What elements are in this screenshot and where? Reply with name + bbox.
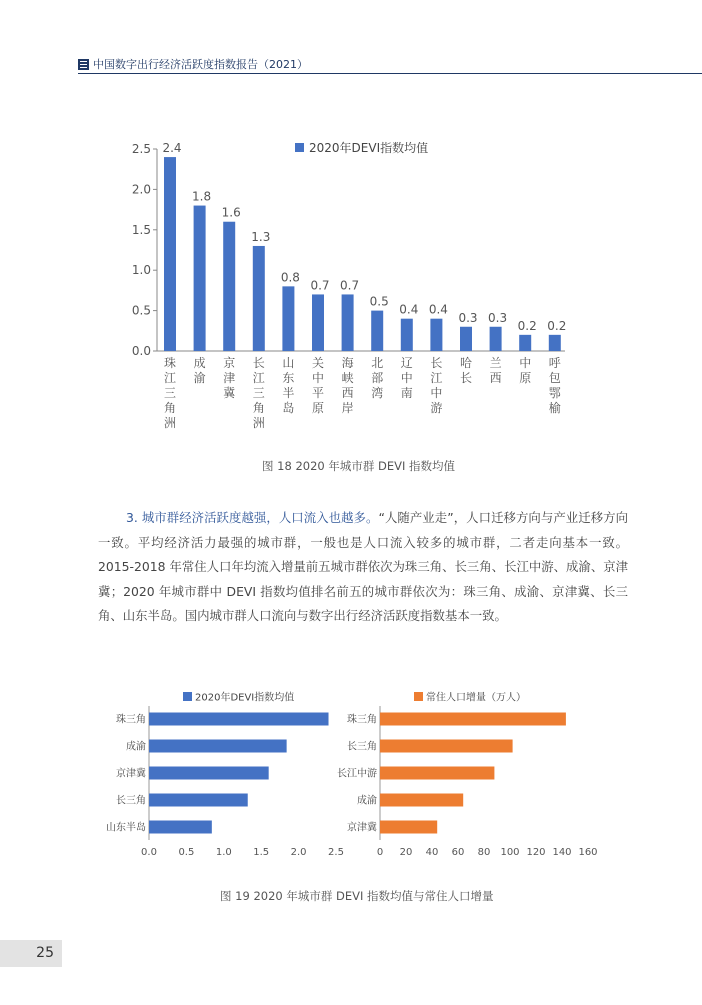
data-label: 0.3	[458, 310, 478, 325]
devi-population-charts	[0, 680, 702, 880]
data-label: 0.4	[399, 302, 419, 317]
category-label-char: 江	[163, 371, 177, 385]
category-label-char: 兰	[489, 356, 502, 370]
y-tick-label: 2.0	[131, 182, 151, 197]
category-label-char: 长	[252, 356, 265, 370]
category-label: 成渝	[357, 795, 377, 807]
x-tick-label: 0	[376, 847, 384, 858]
data-label: 0.4	[428, 302, 448, 317]
bar	[380, 740, 513, 753]
data-label: 0.7	[340, 278, 360, 293]
bar	[194, 206, 206, 351]
data-label: 1.8	[192, 189, 212, 204]
x-tick-label: 80	[477, 847, 491, 858]
bar	[380, 794, 463, 807]
category-label-char: 哈	[459, 356, 473, 370]
category-label-char: 三	[252, 386, 265, 400]
category-label-char: 关	[311, 356, 325, 370]
category-label: 成渝	[126, 741, 146, 753]
bar	[371, 311, 383, 351]
category-label-char: 江	[252, 371, 265, 385]
category-label-char: 平	[311, 386, 325, 400]
category-label-char: 呼	[548, 356, 561, 370]
bar	[380, 713, 566, 726]
category-label-char: 部	[371, 371, 384, 385]
data-label: 0.2	[517, 318, 537, 333]
page-number-box	[0, 940, 62, 967]
category-label: 山东半岛	[106, 822, 146, 834]
y-tick-label: 1.5	[131, 222, 151, 237]
category-label-char: 成	[193, 356, 206, 370]
category-label-char: 湾	[371, 386, 384, 400]
data-label: 0.5	[369, 294, 389, 309]
bar	[380, 821, 437, 834]
category-label-char: 榆	[548, 401, 561, 415]
data-label: 0.7	[310, 278, 330, 293]
y-tick-label: 2.5	[131, 142, 151, 156]
category-label: 长三角	[347, 741, 377, 753]
bar	[549, 335, 561, 351]
category-label-char: 包	[548, 371, 561, 385]
y-tick-label: 1.0	[131, 263, 151, 278]
x-tick-label: 2.0	[290, 847, 307, 858]
data-label: 1.6	[221, 205, 241, 220]
figure19-caption: 图 19 2020 年城市群 DEVI 指数均值与常住人口增量	[220, 889, 494, 903]
category-label-char: 中	[430, 386, 443, 400]
bar	[430, 319, 442, 351]
bar	[401, 319, 413, 351]
category-label-char: 北	[371, 356, 384, 370]
figure18-caption: 图 18 2020 年城市群 DEVI 指数均值	[262, 459, 456, 473]
x-tick-label: 60	[451, 847, 465, 858]
category-label-char: 东	[282, 371, 295, 385]
legend-swatch	[295, 143, 304, 152]
bar	[149, 821, 212, 834]
category-label-char: 原	[519, 371, 532, 385]
category-label-char: 辽	[400, 356, 413, 370]
category-label-char: 南	[400, 386, 413, 400]
data-label: 0.3	[488, 310, 508, 325]
category-label-char: 长	[459, 371, 473, 385]
page-number: 25	[36, 945, 54, 961]
category-label-char: 角	[163, 401, 177, 415]
legend-swatch	[414, 692, 423, 701]
category-label-char: 角	[252, 401, 265, 415]
bar	[149, 740, 287, 753]
category-label-char: 岸	[341, 401, 354, 415]
category-label-char: 渝	[193, 371, 206, 385]
category-label-char: 西	[489, 371, 502, 385]
x-tick-label: 1.0	[215, 847, 232, 858]
bar	[342, 294, 354, 351]
category-label-char: 京	[223, 356, 236, 370]
x-tick-label: 2.5	[328, 847, 344, 858]
category-label: 京津冀	[347, 822, 377, 834]
bar	[312, 294, 324, 351]
x-tick-label: 1.5	[253, 847, 270, 858]
category-label-char: 原	[311, 401, 325, 415]
report-title: 中国数字出行经济活跃度指数报告（2021）	[93, 58, 308, 71]
category-label: 长江中游	[337, 768, 377, 780]
bar	[519, 335, 531, 351]
bar	[253, 246, 265, 351]
category-label-char: 珠	[163, 356, 177, 370]
legend-label: 常住人口增量（万人）	[426, 692, 526, 704]
category-label-char: 冀	[223, 386, 236, 400]
bar	[460, 327, 472, 351]
data-label: 0.2	[547, 318, 567, 333]
category-label-char: 江	[430, 371, 443, 385]
category-label: 珠三角	[116, 714, 146, 726]
category-label-char: 西	[341, 386, 354, 400]
category-label-char: 中	[311, 371, 325, 385]
bar	[149, 767, 269, 780]
x-tick-label: 0.5	[178, 847, 195, 858]
category-label-char: 山	[282, 356, 295, 370]
data-label: 1.3	[251, 229, 271, 244]
x-tick-label: 120	[526, 847, 546, 858]
devi-bar-chart	[0, 0, 702, 450]
legend-label: 2020年DEVI指数均值	[195, 692, 295, 704]
body-paragraph	[98, 506, 628, 629]
x-tick-label: 0.0	[141, 847, 157, 858]
category-label-char: 鄂	[548, 386, 561, 400]
x-tick-label: 160	[578, 847, 598, 858]
bar	[149, 713, 329, 726]
y-tick-label: 0.0	[131, 344, 151, 358]
category-label: 珠三角	[347, 714, 377, 726]
category-label-char: 长	[430, 356, 443, 370]
category-label-char: 中	[400, 371, 413, 385]
legend-swatch	[183, 692, 192, 701]
bar	[380, 767, 494, 780]
category-label-char: 岛	[282, 401, 295, 415]
paragraph-text: “人随产业走”，人口迁移方向与产业迁移方向一致。平均经济活力最强的城市群，一般也是人口流入较多的城市群，二者走向基本一致。2015-2018 年常住人口年均流入增量前五城市群依次为珠三角、长三角、长江中游、成渝、京津冀；2020 年城市群中 DEVI 指数均值排名前五的城市群依次为：珠三角、成渝、京津冀、长三角、山东半岛。国内城市群人口流向与数字出行经济活跃度指数基本一致。	[98, 510, 628, 624]
x-tick-label: 40	[425, 847, 439, 858]
x-tick-label: 20	[399, 847, 413, 858]
category-label-char: 津	[223, 371, 236, 385]
y-tick-label: 0.5	[131, 303, 151, 318]
category-label-char: 峡	[341, 371, 354, 385]
bar	[149, 794, 248, 807]
category-label-char: 海	[341, 356, 354, 370]
bar	[164, 157, 176, 351]
category-label: 长三角	[116, 795, 146, 807]
data-label: 0.8	[280, 270, 300, 285]
legend-label: 2020年DEVI指数均值	[309, 141, 429, 155]
category-label: 京津冀	[116, 768, 146, 780]
x-tick-label: 100	[500, 847, 520, 858]
data-label: 2.4	[162, 141, 182, 156]
category-label-char: 半	[282, 386, 295, 400]
bar	[282, 286, 294, 351]
x-tick-label: 140	[552, 847, 572, 858]
category-label-char: 三	[163, 386, 177, 400]
category-label-char: 洲	[252, 416, 265, 430]
category-label-char: 中	[519, 356, 532, 370]
bar	[490, 327, 502, 351]
category-label-char: 洲	[163, 416, 177, 430]
paragraph-highlight: 3. 城市群经济活跃度越强，人口流入也越多。	[126, 510, 379, 525]
category-label-char: 游	[430, 401, 443, 415]
bar	[223, 222, 235, 351]
